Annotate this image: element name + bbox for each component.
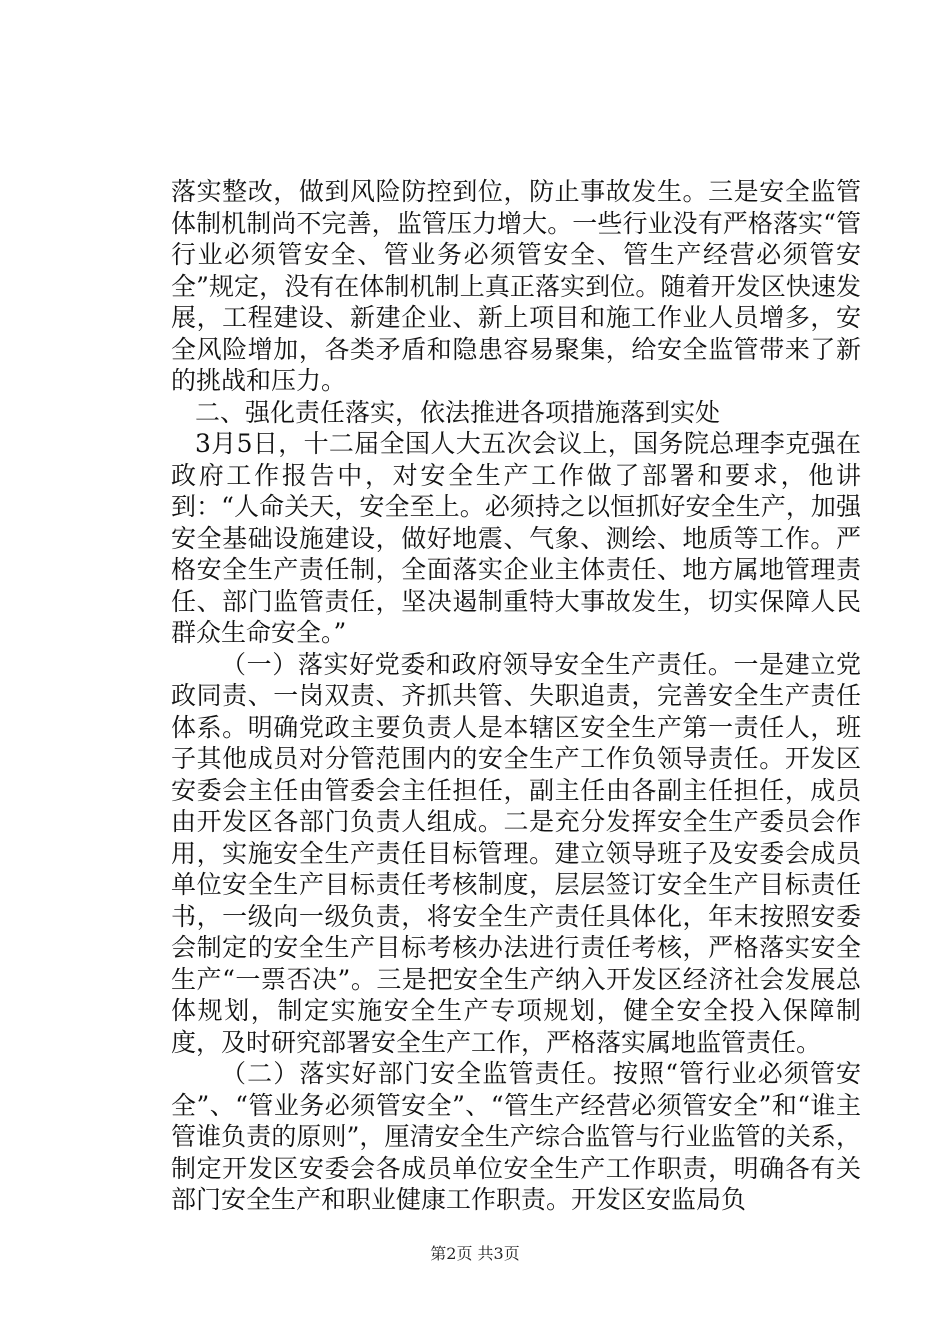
paragraph-party-government-responsibility: （一）落实好党委和政府领导安全生产责任。一是建立党政同责、一岗双责、齐抓共管、失职追责，完善安全生产责任体系。明确党政主要负责人是本辖区安全生产第一责任人，班子其他成员对分管范围内的安全生产工作负领导责任。开发区安委会主任由管委会主任担任，副主任由各副主任担任，成员由开发区各部门负责人组成。二是充分发挥安全生产委员会作用，实施安全生产责任目标管理。建立领导班子及安委会成员单位安全生产目标责任考核制度，层层签订安全生产目标责任书，一级向一级负责，将安全生产责任具体化，年末按照安委会制定的安全生产目标考核办法进行责任考核，严格落实安全生产“一票否决”。三是把安全生产纳入开发区经济社会发展总体规划，制定实施安全生产专项规划，健全安全投入保障制度，及时研究部署安全生产工作，严格落实属地监管责任。 bbox=[171, 649, 861, 1057]
paragraph-government-report: 3月5日，十二届全国人大五次会议上，国务院总理李克强在政府工作报告中，对安全生产工作做了部署和要求，他讲到：“人命关天，安全至上。必须持之以恒抓好安全生产，加强安全基础设施建设，做好地震、气象、测绘、地质等工作。严格安全生产责任制，全面落实企业主体责任、地方属地管理责任、部门监管责任，坚决遏制重特大事故发生，切实保障人民群众生命安全。” bbox=[171, 429, 861, 647]
paragraph-continuation: 落实整改，做到风险防控到位，防止事故发生。三是安全监管体制机制尚不完善，监管压力增大。一些行业没有严格落实“管行业必须管安全、管业务必须管安全、管生产经营必须管安全”规定，没有在体制机制上真正落实到位。随着开发区快速发展，工程建设、新建企业、新上项目和施工作业人员增多，安全风险增加，各类矛盾和隐患容易聚集，给安全监管带来了新的挑战和压力。 bbox=[171, 177, 861, 395]
document-body bbox=[171, 176, 861, 1216]
page-footer: 第2页 共3页 bbox=[430, 1244, 520, 1263]
paragraph-department-responsibility: （二）落实好部门安全监管责任。按照“管行业必须管安全”、“管业务必须管安全”、“管生产经营必须管安全”和“谁主管谁负责的原则”，厘清安全生产综合监管与行业监管的关系，制定开发区安委会各成员单位安全生产工作职责，明确各有关部门安全生产和职业健康工作职责。开发区安监局负 bbox=[171, 1059, 861, 1214]
section-heading: 二、强化责任落实，依法推进各项措施落到实处 bbox=[195, 397, 721, 427]
